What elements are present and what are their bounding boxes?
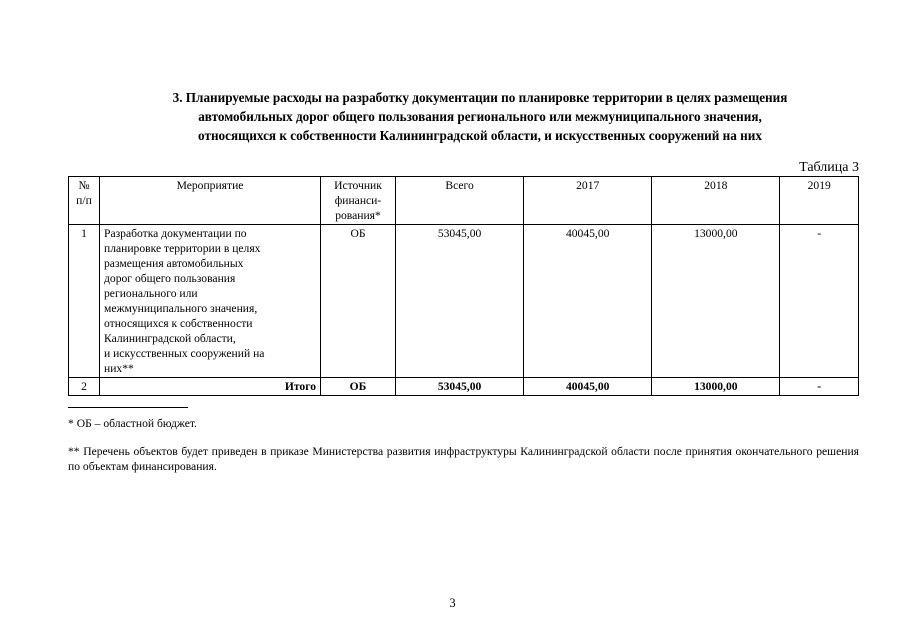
row-event-line: относящихся к собственности [104, 317, 253, 330]
header-source-line-2: финанси- [334, 194, 382, 207]
row-event-line: планировке территории в целях [104, 242, 261, 255]
total-source: ОБ [321, 378, 396, 396]
row-source: ОБ [321, 225, 396, 378]
header-source-line-3: рования* [335, 209, 381, 222]
total-2018: 13000,00 [652, 378, 780, 396]
footnote-divider [68, 407, 188, 408]
footnote-1: * ОБ – областной бюджет. [68, 417, 197, 430]
table-row [69, 225, 859, 378]
row-event-line: и искусственных сооружений на [104, 347, 265, 360]
total-row [69, 378, 859, 396]
row-event-line: них** [104, 362, 134, 375]
header-source [321, 177, 396, 225]
row-2017: 40045,00 [524, 225, 652, 378]
header-2019: 2019 [780, 177, 859, 225]
row-event-line: регионального или [104, 287, 198, 300]
header-2018: 2018 [652, 177, 780, 225]
header-num-line-2: п/п [76, 194, 92, 207]
table-header-row [69, 177, 859, 225]
header-event: Мероприятие [100, 177, 321, 225]
header-source-line-1: Источник [334, 179, 382, 192]
header-num [69, 177, 100, 225]
heading-line-2: автомобильных дорог общего пользования регионального или межмуниципального значения, [198, 109, 762, 124]
row-2019: - [780, 225, 859, 378]
row-event-line: размещения автомобильных [104, 257, 244, 270]
row-2018: 13000,00 [652, 225, 780, 378]
row-event-line: Калининградской области, [104, 332, 236, 345]
row-event [100, 225, 321, 378]
footnote-2: ** Перечень объектов будет приведен в приказе Министерства развития инфраструктуры Калининградской области после принятия окончательного решения по объектам финансирования. [68, 445, 859, 473]
header-num-line-1: № [78, 179, 90, 192]
total-total: 53045,00 [396, 378, 524, 396]
header-total: Всего [396, 177, 524, 225]
row-event-line: Разработка документации по [104, 227, 247, 240]
page-number: 3 [449, 596, 456, 610]
row-num: 1 [69, 225, 100, 378]
total-2017: 40045,00 [524, 378, 652, 396]
expenses-table [68, 176, 859, 396]
total-num: 2 [69, 378, 100, 396]
row-event-line: межмуниципального значения, [104, 302, 258, 315]
header-2017: 2017 [524, 177, 652, 225]
table-caption: Таблица 3 [799, 160, 859, 175]
row-event-line: дорог общего пользования [104, 272, 236, 285]
total-label: Итого [100, 378, 321, 396]
total-2019: - [780, 378, 859, 396]
row-total: 53045,00 [396, 225, 524, 378]
heading-line-1: 3. Планируемые расходы на разработку документации по планировке территории в целях размещения [172, 90, 788, 105]
section-heading [70, 88, 890, 145]
heading-line-3: относящихся к собственности Калининградской области, и искусственных сооружений на них [198, 128, 762, 143]
